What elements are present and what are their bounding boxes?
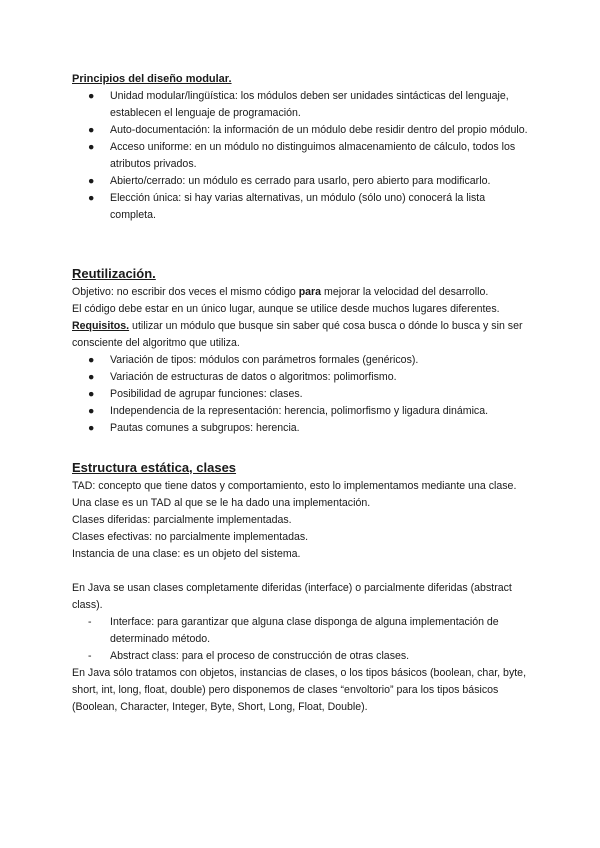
deferred-classes: Clases diferidas: parcialmente implementadas.: [72, 514, 292, 526]
list-item: ● Acceso uniforme: en un módulo no distinguimos almacenamiento de cálculo, todos los atributos privados.: [88, 141, 516, 170]
java-intro: En Java se usan clases completamente diferidas (interface) o parcialmente diferidas (abstract class).: [72, 582, 512, 611]
reuse-objective: Objetivo: no escribir dos veces el mismo código para mejorar la velocidad del desarrollo.: [72, 286, 489, 298]
java-dash-list: [72, 614, 532, 665]
spacer: [72, 563, 532, 580]
bullet-icon: ●: [88, 90, 95, 102]
modular-principles-list: [72, 88, 532, 224]
list-item: - Interface: para garantizar que alguna clase disponga de alguna implementación de determinado método.: [88, 616, 499, 645]
list-item: - Abstract class: para el proceso de construcción de otras clases.: [72, 648, 532, 665]
bullet-icon: ●: [88, 124, 95, 136]
bullet-icon: ●: [88, 175, 95, 187]
bullet-icon: ●: [88, 192, 95, 204]
dash-icon: -: [88, 616, 92, 628]
bullet-icon: ●: [88, 422, 95, 434]
bullet-icon: ●: [88, 371, 95, 383]
bullet-icon: ●: [88, 388, 95, 400]
section-title-reuse: Reutilización.: [72, 266, 156, 281]
list-item: ● Variación de tipos: módulos con parámetros formales (genéricos).: [72, 352, 532, 369]
list-item: ● Pautas comunes a subgrupos: herencia.: [72, 420, 532, 437]
bullet-icon: ●: [88, 354, 95, 366]
list-item: ● Auto-documentación: la información de un módulo debe residir dentro del propio módulo.: [72, 122, 532, 139]
section-static-structure: [72, 458, 532, 716]
section-title-modular-design: Principios del diseño modular.: [72, 73, 232, 85]
section-modular-design: [72, 71, 532, 224]
list-item: ● Abierto/cerrado: un módulo es cerrado para usarlo, pero abierto para modificarlo.: [72, 173, 532, 190]
bullet-icon: ●: [88, 405, 95, 417]
section-reuse: [72, 264, 532, 437]
dash-icon: -: [88, 650, 92, 662]
list-item: ● Unidad modular/lingüística: los módulos deben ser unidades sintácticas del lenguaje, establecen el lenguaje de programación.: [88, 90, 509, 119]
class-instance: Instancia de una clase: es un objeto del sistema.: [72, 548, 301, 560]
list-item: ● Elección única: si hay varias alternativas, un módulo (sólo uno) conocerá la lista completa.: [88, 192, 486, 221]
bullet-icon: ●: [88, 141, 95, 153]
list-item: ● Independencia de la representación: herencia, polimorfismo y ligadura dinámica.: [72, 403, 532, 420]
tad-definition: TAD: concepto que tiene datos y comportamiento, esto lo implementamos mediante una clase.: [72, 480, 517, 492]
list-item: ● Variación de estructuras de datos o algoritmos: polimorfismo.: [72, 369, 532, 386]
java-final: En Java sólo tratamos con objetos, instancias de clases, o los tipos básicos (boolean, char, byte, short, int, long, float, double) pero disponemos de clases “envoltorio” para los tipos básicos (Boolean, Character, Integer, Byte, Short, Long, Float, Double).: [72, 667, 527, 713]
reuse-requirements: Requisitos. utilizar un módulo que busque sin saber qué cosa busca o dónde lo busca y sin ser consciente del algoritmo que utiliza.: [72, 320, 523, 349]
list-item: ● Posibilidad de agrupar funciones: clases.: [72, 386, 532, 403]
effective-classes: Clases efectivas: no parcialmente implementadas.: [72, 531, 309, 543]
reuse-single-place: El código debe estar en un único lugar, aunque se utilice desde muchos lugares diferentes.: [72, 303, 500, 315]
class-definition: Una clase es un TAD al que se le ha dado una implementación.: [72, 497, 371, 509]
reuse-list: [72, 352, 532, 437]
section-title-classes: Estructura estática, clases: [72, 460, 237, 475]
